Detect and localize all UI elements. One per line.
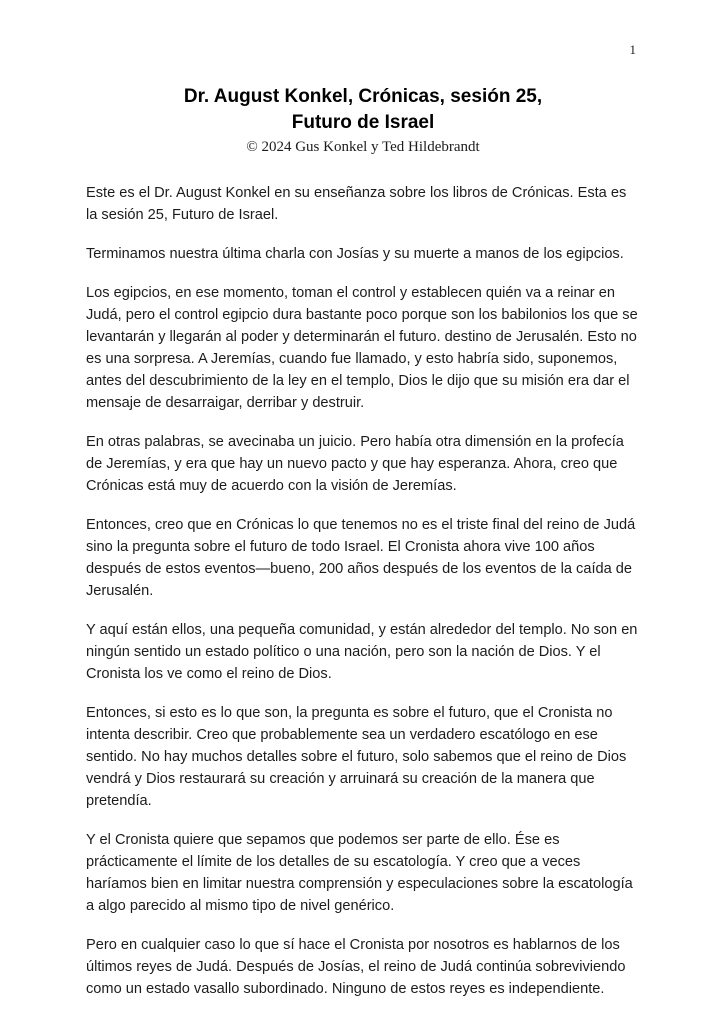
title-block bbox=[86, 84, 640, 156]
paragraph: Los egipcios, en ese momento, toman el control y establecen quién va a reinar en Judá, pero el control egipcio dura bastante poco porque son los babilonios los que se levantarán y llegarán al poder y determinarán el futuro. destino de Jerusalén. Esto no es una sorpresa. A Jeremías, cuando fue llamado, y esto habría sido, suponemos, antes del descubrimiento de la ley en el templo, Dios le dijo que su misión era dar el mensaje de desarraigar, derribar y destruir. bbox=[86, 285, 638, 411]
copyright-line: © 2024 Gus Konkel y Ted Hildebrandt bbox=[246, 139, 480, 155]
paragraph: Este es el Dr. August Konkel en su enseñanza sobre los libros de Crónicas. Esta es la sesión 25, Futuro de Israel. bbox=[86, 185, 627, 223]
paragraph: Entonces, creo que en Crónicas lo que tenemos no es el triste final del reino de Judá sino la pregunta sobre el futuro de todo Israel. El Cronista ahora vive 100 años después de estos eventos—bueno, 200 años después de los eventos de la caída de Jerusalén. bbox=[86, 517, 636, 599]
paragraph: En otras palabras, se avecinaba un juicio. Pero había otra dimensión en la profecía de Jeremías, y era que hay un nuevo pacto y que hay esperanza. Ahora, creo que Crónicas está muy de acuerdo con la visión de Jeremías. bbox=[86, 434, 624, 494]
document-body bbox=[86, 182, 640, 1000]
paragraph: Terminamos nuestra última charla con Josías y su muerte a manos de los egipcios. bbox=[86, 246, 624, 262]
paragraph: Y aquí están ellos, una pequeña comunidad, y están alrededor del templo. No son en ningún sentido un estado político o una nación, pero son la nación de Dios. Y el Cronista los ve como el reino de Dios. bbox=[86, 622, 638, 682]
paragraph: Y el Cronista quiere que sepamos que podemos ser parte de ello. Ése es prácticamente el límite de los detalles de su escatología. Y creo que a veces haríamos bien en limitar nuestra comprensión y especulaciones sobre la escatología a algo parecido al mismo tipo de nivel genérico. bbox=[86, 832, 633, 914]
document-title-line-1: Dr. August Konkel, Crónicas, sesión 25, bbox=[183, 86, 543, 107]
paragraph: Entonces, si esto es lo que son, la pregunta es sobre el futuro, que el Cronista no intenta describir. Creo que probablemente sea un verdadero escatólogo en ese sentido. No hay muchos detalles sobre el futuro, solo sabemos que el reino de Dios vendrá y Dios restaurará su creación y arruinará su creación de la manera que pretendía. bbox=[86, 705, 627, 809]
page-number: 1 bbox=[629, 42, 636, 57]
document-title-line-2: Futuro de Israel bbox=[291, 112, 435, 133]
paragraph: Pero en cualquier caso lo que sí hace el Cronista por nosotros es hablarnos de los últimos reyes de Judá. Después de Josías, el reino de Judá continúa sobreviviendo como un estado vasallo subordinado. Ninguno de estos reyes es independiente. bbox=[86, 937, 626, 997]
